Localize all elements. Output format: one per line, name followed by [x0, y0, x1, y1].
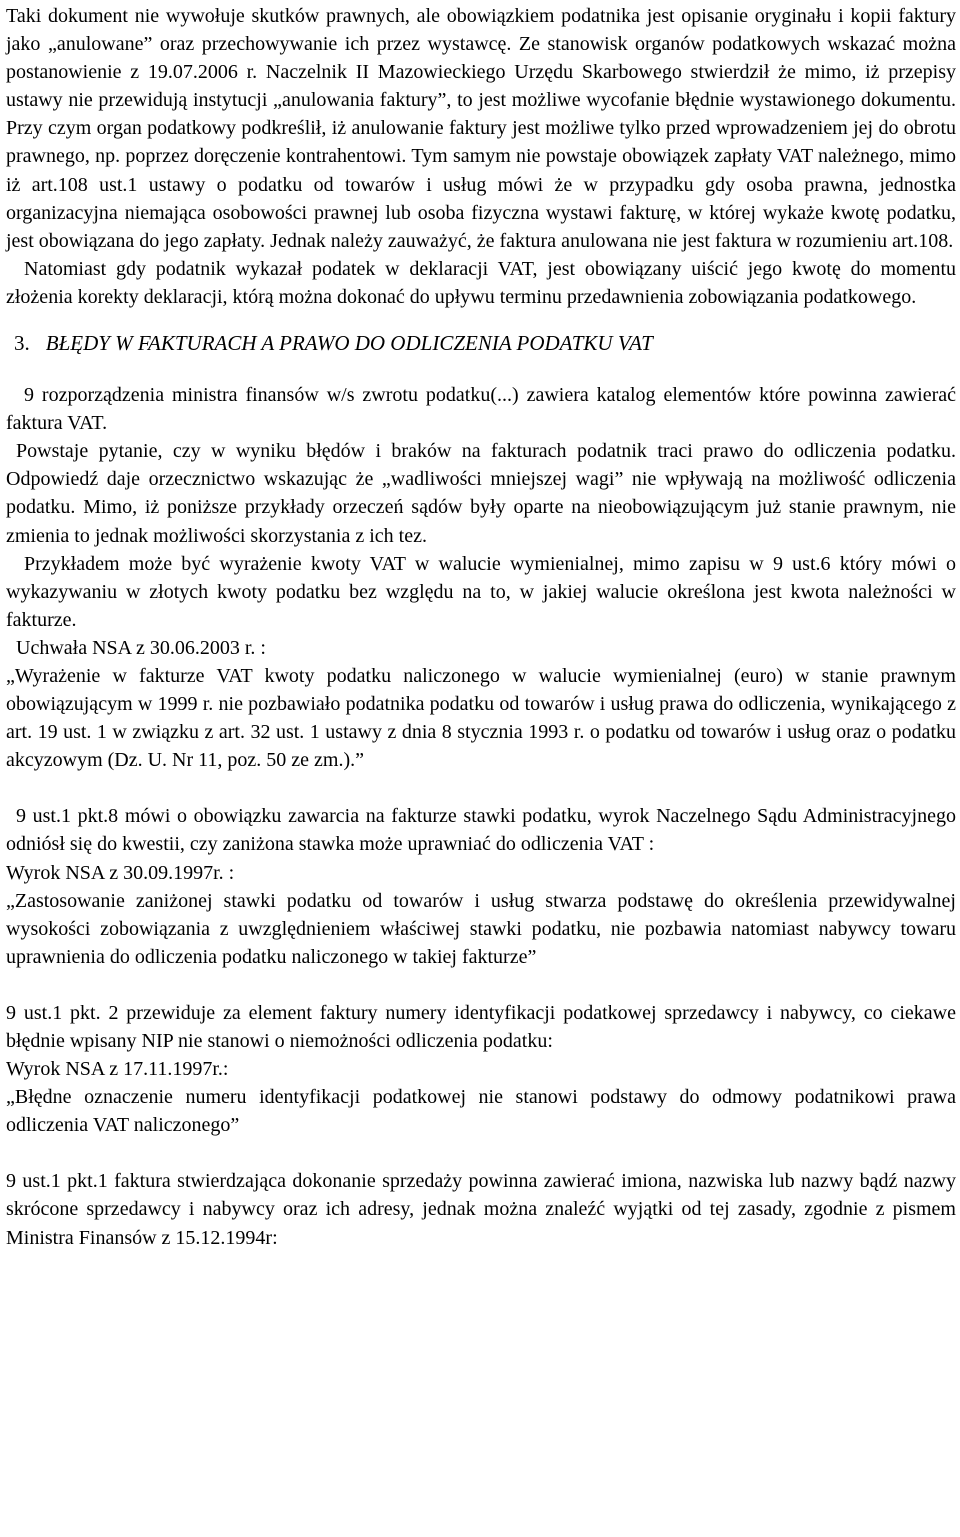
paragraph-przyklad: Przykładem może być wyrażenie kwoty VAT w walucie wymienialnej, mimo zapisu w 9 ust.6 który mówi o wykazywaniu w złotych kwoty podatku bez względu na to, w jakiej walucie określona jest kwota należności w fakturze. — [6, 552, 956, 631]
wyrok1-quote: „Zastosowanie zaniżonej stawki podatku od towarów i usług stwarza podstawę do określenia przewidywalnej wysokości zobowiązania z uwzględnieniem właściwej stawki podatku, nie pozbawia natomiast nabywcy towaru uprawnienia do odliczenia podatku naliczonego w takiej fakturze” — [6, 889, 956, 968]
paragraph-stawka: 9 ust.1 pkt.8 mówi o obowiązku zawarcia na fakturze stawki podatku, wyrok Naczelnego Sądu Administracyjnego odniósł się do kwestii, czy zaniżona stawka może uprawniać do odliczenia VAT : — [6, 805, 956, 856]
paragraph-nazwy: 9 ust.1 pkt.1 faktura stwierdzająca dokonanie sprzedaży powinna zawierać imiona, nazwiska lub nazwy bądź nazwy skrócone sprzedawcy i nabywcy oraz ich adresy, jednak można znaleźć wyjątki od tej zasady, zgodnie z pismem Ministra Finansów z 15.12.1994r: — [6, 1170, 956, 1249]
section-heading — [14, 329, 956, 357]
wyrok2-quote: „Błędne oznaczenie numeru identyfikacji podatkowej nie stanowi podstawy do odmowy podatnikowi prawa odliczenia VAT naliczonego” — [6, 1086, 956, 1137]
uchwala-label: Uchwała NSA z 30.06.2003 r. : — [16, 636, 266, 659]
paragraph-katalog: 9 rozporządzenia ministra finansów w/s zwrotu podatku(...) zawiera katalog elementów które powinna zawierać faktura VAT. — [6, 384, 956, 435]
uchwala-quote: „Wyrażenie w fakturze VAT kwoty podatku naliczonego w walucie wymienialnej (euro) w stanie prawnym obowiązującym w 1999 r. nie pozbawiało podatnika podatku od towarów i usług prawa do odliczenia, wynikającego z art. 19 ust. 1 w związku z art. 32 ust. 1 ustawy z dnia 8 stycznia 1993 r. o podatku od towarów i usług oraz o podatku akcyzowym (Dz. U. Nr 11, poz. 50 ze zm.).” — [6, 664, 956, 772]
section-number: 3. — [14, 331, 30, 356]
paragraph-anulowanie: Taki dokument nie wywołuje skutków prawnych, ale obowiązkiem podatnika jest opisanie oryginału i kopii faktury jako „anulowane” oraz przechowywanie ich przez wystawcę. Ze stanowisk organów podatkowych wskazać można postanowienie z 19.07.2006 r. Naczelnik II Mazowieckiego Urzędu Skarbowego stwierdził że mimo, iż przepisy ustawy nie przewidują instytucji „anulowania faktury”, to jest możliwe wycofanie błędnie wystawionego dokumentu. Przy czym organ podatkowy podkreślił, iż anulowanie faktury jest możliwe tylko przed wprowadzeniem jej do obrotu prawnego, np. poprzez doręczenie kontrahentowi. Tym samym nie powstaje obowiązek zapłaty VAT należnego, mimo iż art.108 ust.1 ustawy o podatku od towarów i usług mówi że w przypadku gdy osoba prawna, jednostka organizacyjna niemająca osobowości prawnej lub osoba fizyczna wystawi fakturę, w której wykaże kwotę podatku, jest obowiązana do jego zapłaty. Jednak należy zauważyć, że faktura anulowana nie jest faktura w rozumieniu art.108. — [6, 5, 956, 252]
wyrok2-label: Wyrok NSA z 17.11.1997r.: — [6, 1058, 229, 1081]
document-page — [6, 2, 956, 1252]
paragraph-nip: 9 ust.1 pkt. 2 przewiduje za element faktury numery identyfikacji podatkowej sprzedawcy i nabywcy, co ciekawe błędnie wpisany NIP nie stanowi o niemożności odliczenia podatku: — [6, 1001, 956, 1052]
section-title: BŁĘDY W FAKTURACH A PRAWO DO ODLICZENIA PODATKU VAT — [45, 331, 653, 356]
paragraph-pytanie: Powstaje pytanie, czy w wyniku błędów i braków na fakturach podatnik traci prawo do odliczenia podatku. Odpowiedź daje orzecznictwo wskazując że „wadliwości mniejszej wagi” nie wpływają na możliwość odliczenia podatku. Mimo, iż poniższe przykłady orzeczeń sądów były oparte na nieobowiązującym już stanie prawnym, nie zmienia to jednak możliwości skorzystania z ich tez. — [6, 440, 956, 547]
paragraph-deklaracja: Natomiast gdy podatnik wykazał podatek w deklaracji VAT, jest obowiązany uiścić jego kwotę do momentu złożenia korekty deklaracji, którą można dokonać do upływu terminu przedawnienia zobowiązania podatkowego. — [6, 257, 956, 308]
wyrok1-label: Wyrok NSA z 30.09.1997r. : — [6, 861, 235, 884]
